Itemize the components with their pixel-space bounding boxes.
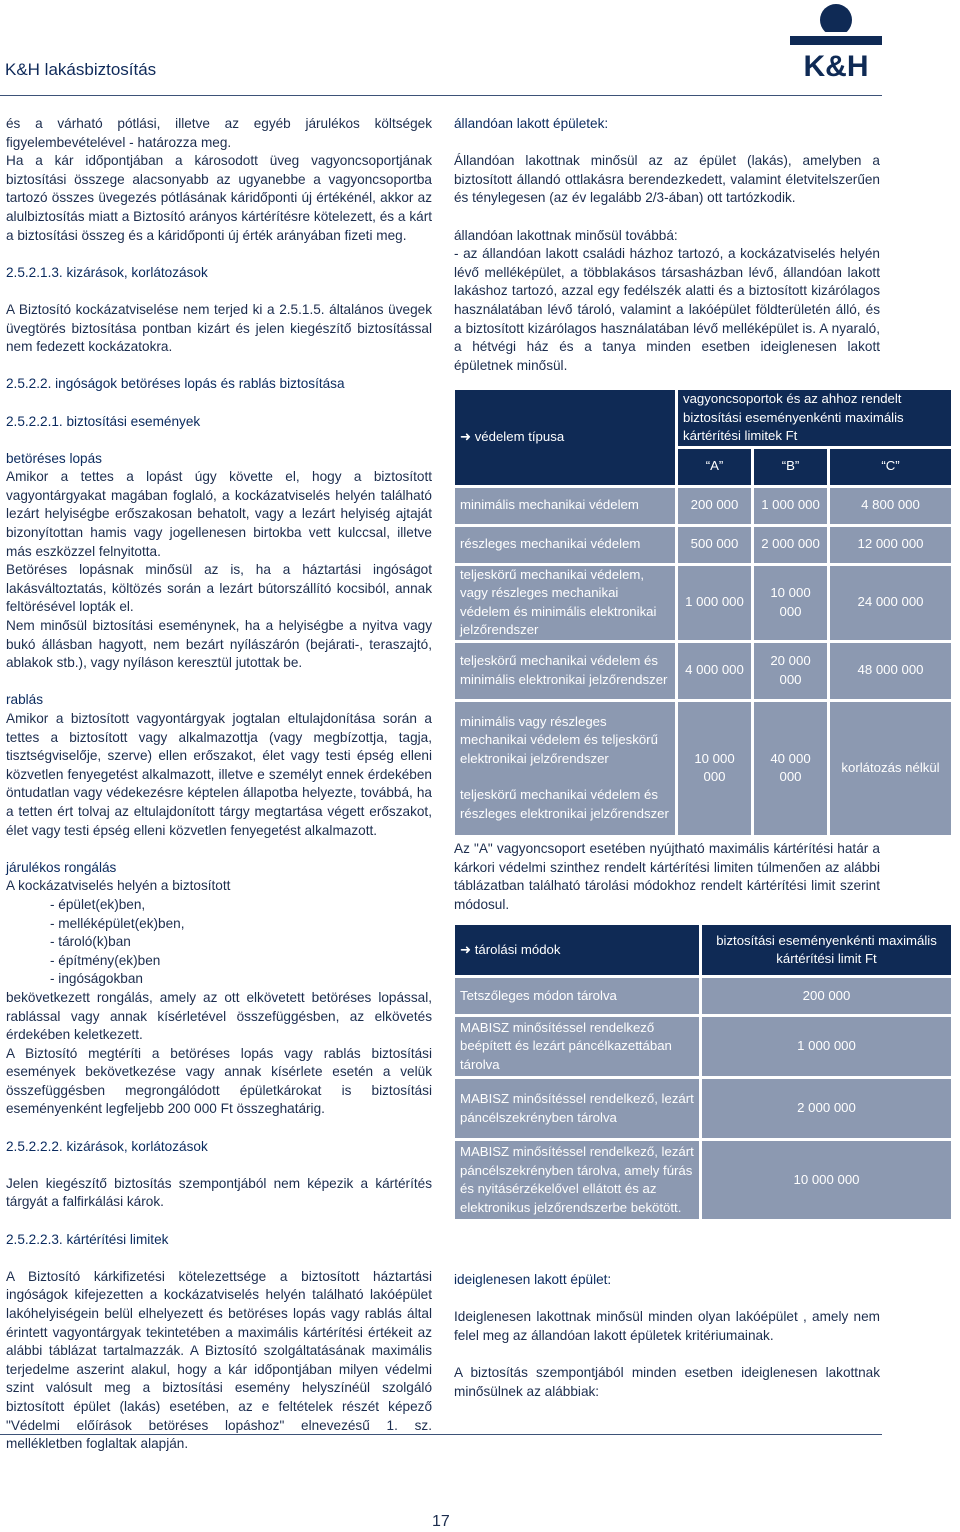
- table-cell: teljeskörű mechanikai védelem, vagy részleges mechanikai védelem és minimális elektronikai jelzőrendszer: [455, 566, 675, 640]
- logo-text: K&H: [803, 50, 869, 78]
- right-column-top: [454, 115, 880, 394]
- table-cell: 200 000: [678, 488, 751, 524]
- list-item: - melléképület(ek)ben,: [50, 915, 185, 931]
- paragraph: Ha a kár időpontjában a károsodott üveg vagyoncsoportjának biztosítási összege alacsonyabb az ugyanebbe a vagyoncsoportba tartozó összes üvegezés pótlásának káridőponti új értékénél, akkor az alulbiztosítás miatt a Biztosító arányos kártérítésre kötelezett, és a kárt a biztosítási összeg és a káridőponti új érték arányában fizeti meg.: [6, 153, 432, 243]
- table-cell: [455, 702, 675, 835]
- table-row: [455, 566, 951, 640]
- paragraph: A Biztosító kockázatviselése nem terjed ki a 2.5.1.5. általános üvegek üvegtörés biztosítása pontban kizárt és jelen kiegészítő biztosítással nem fedezett kockázatokra.: [6, 301, 432, 355]
- cell-text: minimális vagy részleges mechanikai védelem és teljeskörű elektronikai jelzőrendszer: [460, 713, 658, 766]
- table-cell: részleges mechanikai védelem: [455, 527, 675, 563]
- table-cell: 40 000 000: [754, 702, 827, 835]
- section-heading: 2.5.2.1.3. kizárások, korlátozások: [6, 264, 208, 280]
- subheading: betöréses lopás: [6, 450, 102, 466]
- subheading: járulékos rongálás: [6, 859, 117, 875]
- table-cell: korlátozás nélkül: [830, 702, 951, 835]
- paragraph: A kockázatviselés helyén a biztosított: [6, 878, 231, 894]
- paragraph: Az "A" vagyoncsoport esetében nyújtható maximális kártérítési határ a kárkori védelmi szinthez rendelt kártérítési limiten túlmenően az alábbi táblázatban található tárolási módokhoz rendelt kártérítési limit szerint módosul.: [454, 841, 880, 912]
- section-heading: 2.5.2.2.2. kizárások, korlátozások: [6, 1138, 208, 1154]
- protection-limits-table: [452, 387, 954, 838]
- table-row: [455, 1079, 951, 1138]
- table-cell: MABISZ minősítéssel rendelkező beépített és lezárt páncélkazettában tárolva: [455, 1017, 699, 1076]
- table-header-cell: “A”: [678, 449, 751, 485]
- table-header-cell: ➜ tárolási módok: [455, 925, 699, 975]
- table-header-cell: biztosítási eseményenkénti maximális kártérítési limit Ft: [702, 925, 951, 975]
- right-column-bottom: [454, 1271, 880, 1420]
- section-heading: 2.5.2.2.3. kártérítési limitek: [6, 1231, 169, 1247]
- table-cell: 200 000: [702, 978, 951, 1014]
- table-cell: minimális mechanikai védelem: [455, 488, 675, 524]
- table-cell: MABISZ minősítéssel rendelkező, lezárt páncélszekrényben tárolva, amely fúrás és nyitásérzékelővel ellátott és az elektronikus jelzőrendszerbe bekötött.: [455, 1141, 699, 1219]
- list-item: - ingóságokban: [50, 971, 143, 987]
- table-cell: 1 000 000: [702, 1017, 951, 1076]
- paragraph: Állandóan lakottnak minősül az az épület (lakás), amelyben a biztosított állandó ottlakásra berendezkedett, valamint életvitelszerűen és ténylegesen (az év legalább 2/3-ában) ott tartózkodik.: [454, 153, 880, 206]
- table-cell: 500 000: [678, 527, 751, 563]
- paragraph: - az állandóan lakott családi házhoz tartozó, a kockázatviselés helyén lévő melléképület, a többlakásos társasházban lévő, állandóan lakott lakáshoz tartozó, azzal egy fedélszék alatti és a biztosított kizárólagos használatában lévő tároló, valamint a lakóépület földterületén álló, és a biztosított kizárólagos használatában lévő melléképület is. A nyaraló, a hétvégi ház és a tanya minden esetben ideiglenesen lakott épületnek minősül.: [454, 246, 880, 373]
- paragraph: A Biztosító kárkifizetési kötelezettsége a biztosított háztartási ingóságok kifejezetten a kockázatviselés helyén található lakóépület lakóhelyiségein belül elhelyezett és betöréses lopás vagy rablás által érintett vagyontárgyak tekintetében a maximális kártérítési értékeit az alábbi táblázat tartalmazzák. A Biztosító szolgáltatásának maximális terjedelme aszerint alakul, hogy a kár időpontjában milyen védelmi szint valósult meg a biztosítási esemény helyszínéül szolgáló biztosított épület (lakás) esetében, az e feltételek részét képező "Védelmi előírások betöréses lopáshoz" elnevezésű 1. sz. mellékletben foglaltak alapján.: [6, 1268, 432, 1452]
- paragraph: Ideiglenesen lakottnak minősül minden olyan lakóépület , amely nem felel meg az állandóan lakott épületek kritériumainak.: [454, 1309, 880, 1343]
- table-row: [455, 527, 951, 563]
- table-cell: teljeskörű mechanikai védelem és minimális elektronikai jelzőrendszer: [455, 643, 675, 699]
- table-header-cell: “B”: [754, 449, 827, 485]
- header-rule: [0, 95, 882, 96]
- paragraph: A biztosítás szempontjából minden esetben ideiglenesen lakottnak minősülnek az alábbiak:: [454, 1364, 880, 1399]
- paragraph: és a várható pótlási, illetve az egyéb járulékos költségek figyelembevételével - határozza meg.: [6, 116, 432, 150]
- storage-limits-table: [452, 922, 954, 1222]
- table-header-cell: vagyoncsoportok és az ahhoz rendelt biztosítási eseményenkénti maximális kártérítési limitek Ft: [678, 390, 951, 446]
- paragraph: Amikor a tettes a lopást úgy követte el, hogy a biztosított vagyontárgyakat magában foglaló, a kockázatviselés helyén található lezárt helyiségbe erőszakosan behatolt, vagy a lezárt helyiség ajtaját bizonyítottan hamis vagy jogellenesen birtokba vett kulccsal, illetve más eszközzel felnyitotta.: [6, 469, 432, 559]
- table-cell: 48 000 000: [830, 643, 951, 699]
- paragraph: Nem minősül biztosítási eseménynek, ha a helyiségbe a nyitva vagy bukó állásban hagyott, nem bezárt nyílászárón (bejárati-, teraszajtó, ablakok stb.), vagy nyíláson keresztül jutottak be.: [6, 618, 432, 671]
- table-cell: 1 000 000: [678, 566, 751, 640]
- table-cell: 2 000 000: [754, 527, 827, 563]
- section-heading: 2.5.2.2. ingóságok betöréses lopás és rablás biztosítása: [6, 376, 345, 392]
- subheading: ideiglenesen lakott épület:: [454, 1272, 612, 1287]
- left-column: [6, 115, 432, 1472]
- document-header-title: K&H lakásbiztosítás: [5, 60, 157, 79]
- subheading: rablás: [6, 692, 44, 708]
- page-number: 17: [432, 1513, 450, 1530]
- paragraph: Amikor a biztosított vagyontárgyak jogtalan eltulajdonítása során a tettes a biztosított vagy alkalmazottja (vagy megbízottja, tagja, tisztségviselője, szerve) ellen erőszakot, élet vagy testi épség elleni közvetlen fenyegetést alkalmazott, illetve e személyt ennek érdekében öntudatlan vagy védekezésre képtelen állapotba helyezte, továbbá, ha a tetten ért tolvaj az eltulajdonított tárgy megtartása végett erőszakot, élet vagy testi épség elleni közvetlen fenyegetést alkalmazott.: [6, 711, 432, 838]
- table-cell: 24 000 000: [830, 566, 951, 640]
- subheading: állandóan lakott épületek:: [454, 116, 609, 131]
- table-row: [455, 643, 951, 699]
- paragraph: bekövetkezett rongálás, amely az ott elkövetett betöréses lopással, rablással vagy annak kísérletével összefüggésben, az elkövetés érdekében keletkezett.: [6, 989, 432, 1043]
- paragraph: Betöréses lopásnak minősül az is, ha a háztartási ingóságot lakásváltoztatás, költözés során a lezárt bútorszállító kocsiból, annak feltörésével lopták el.: [6, 562, 432, 615]
- table-row: [455, 488, 951, 524]
- table-cell: 10 000 000: [678, 702, 751, 835]
- table-cell: 1 000 000: [754, 488, 827, 524]
- table-row: [455, 978, 951, 1014]
- list-item: - épület(ek)ben,: [50, 896, 146, 912]
- table-row: [455, 1017, 951, 1076]
- table-cell: Tetszőleges módon tárolva: [455, 978, 699, 1014]
- paragraph: Jelen kiegészítő biztosítás szempontjából nem képezik a kártérítés tárgyát a falfirkálási károk.: [6, 1175, 432, 1210]
- table-cell: 2 000 000: [702, 1079, 951, 1138]
- table-cell: 4 000 000: [678, 643, 751, 699]
- table-header-cell: “C”: [830, 449, 951, 485]
- table-header-cell: ➜ védelem típusa: [455, 390, 675, 485]
- table-row: [455, 1141, 951, 1219]
- footer-rule: [0, 1434, 882, 1435]
- table-cell: MABISZ minősítéssel rendelkező, lezárt páncélszekrényben tárolva: [455, 1079, 699, 1138]
- table-cell: 4 800 000: [830, 488, 951, 524]
- table-cell: 12 000 000: [830, 527, 951, 563]
- section-heading: 2.5.2.2.1. biztosítási események: [6, 413, 201, 429]
- kh-logo-icon: [788, 2, 884, 78]
- cell-text: teljeskörű mechanikai védelem és részleges elektronikai jelzőrendszer: [460, 787, 669, 821]
- table-row: [455, 702, 951, 835]
- table-cell: 20 000 000: [754, 643, 827, 699]
- table-cell: 10 000 000: [702, 1141, 951, 1219]
- table-cell: 10 000 000: [754, 566, 827, 640]
- list: [50, 896, 432, 989]
- list-item: - építmény(ek)ben: [50, 952, 161, 968]
- list-item: - tároló(k)ban: [50, 934, 131, 950]
- right-column-middle: [454, 840, 880, 933]
- paragraph: A Biztosító megtéríti a betöréses lopás vagy rablás biztosítási események bekövetkezése vagy annak kísérlete esetén a velük összefüggésben megrongálódott épületkárokat is biztosítási eseményenként legfeljebb 200 000 Ft összeghatárig.: [6, 1045, 432, 1117]
- paragraph: állandóan lakottnak minősül továbbá:: [454, 227, 678, 243]
